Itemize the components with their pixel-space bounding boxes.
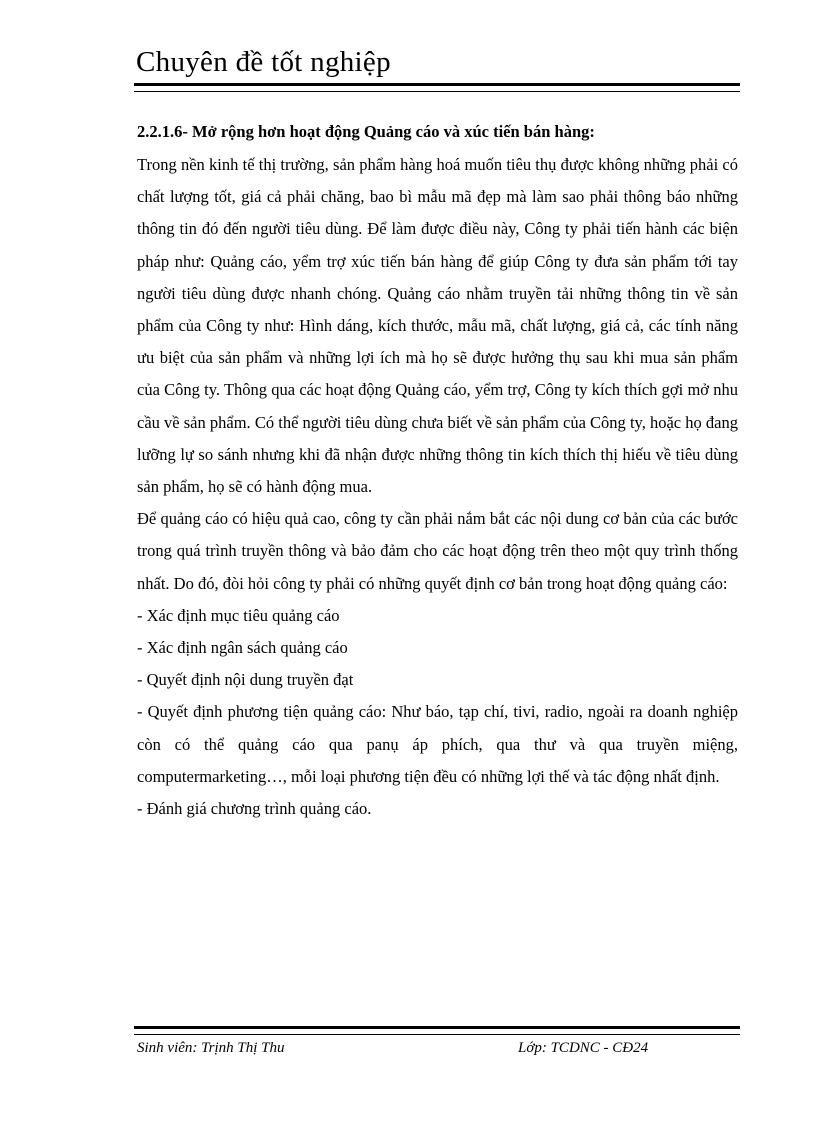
paragraph-decisions: Để quảng cáo có hiệu quả cao, công ty cần phải nắm bắt các nội dung cơ bản của các bước trong quá trình truyền thông và bảo đảm cho các hoạt động trên theo một quy trình thống nhất. Do đó, đòi hỏi công ty phải có những quyết định cơ bản trong hoạt động quảng cáo: [137, 509, 738, 593]
list-item-objectives: - Xác định mục tiêu quảng cáo [137, 605, 340, 625]
footer-student: Sinh viên: Trịnh Thị Thu [137, 1040, 285, 1056]
body-text [137, 149, 738, 825]
list-item-media: - Quyết định phương tiện quảng cáo: Như báo, tạp chí, tivi, radio, ngoài ra doanh nghiệp còn có thể quảng cáo qua panụ áp phích, qua thư và qua truyền miệng, computermarketing…, mỗi loại phương tiện đều có những lợi thế và tác động nhất định. [137, 702, 738, 786]
paragraph-intro: Trong nền kinh tế thị trường, sản phẩm hàng hoá muốn tiêu thụ được không những phải có chất lượng tốt, giá cả phải chăng, bao bì mẫu mã đẹp mà làm sao phải thông báo những thông tin đó đến người tiêu dùng. Để làm được điều này, Công ty phải tiến hành các biện pháp như: Quảng cáo, yểm trợ xúc tiến bán hàng để giúp Công ty đưa sản phẩm tới tay người tiêu dùng được nhanh chóng. Quảng cáo nhằm truyền tải những thông tin về sản phẩm của Công ty như: Hình dáng, kích thước, mẫu mã, chất lượng, giá cả, các tính năng ưu biệt của sản phẩm và những lợi ích mà họ sẽ được hưởng thụ sau khi mua sản phẩm của Công ty. Thông qua các hoạt động Quảng cáo, yểm trợ, Công ty kích thích gợi mở nhu cầu về sản phẩm. Có thể người tiêu dùng chưa biết về sản phẩm của Công ty, hoặc họ đang lưỡng lự so sánh nhưng khi đã nhận được những thông tin kích thích thị hiếu về tiêu dùng sản phẩm, họ sẽ có hành động mua. [137, 155, 738, 497]
footer-class: Lớp: TCDNC - CĐ24 [518, 1040, 649, 1056]
header-divider [134, 83, 740, 92]
list-item-evaluation: - Đánh giá chương trình quảng cáo. [137, 799, 372, 819]
list-item-content: - Quyết định nội dung truyền đạt [137, 670, 354, 690]
footer-divider [134, 1026, 740, 1035]
list-item-budget: - Xác định ngân sách quảng cáo [137, 638, 348, 658]
page-header-title: Chuyên đề tốt nghiệp [136, 46, 391, 78]
section-heading: 2.2.1.6- Mở rộng hơn hoạt động Quảng cáo và xúc tiến bán hàng: [137, 122, 595, 141]
